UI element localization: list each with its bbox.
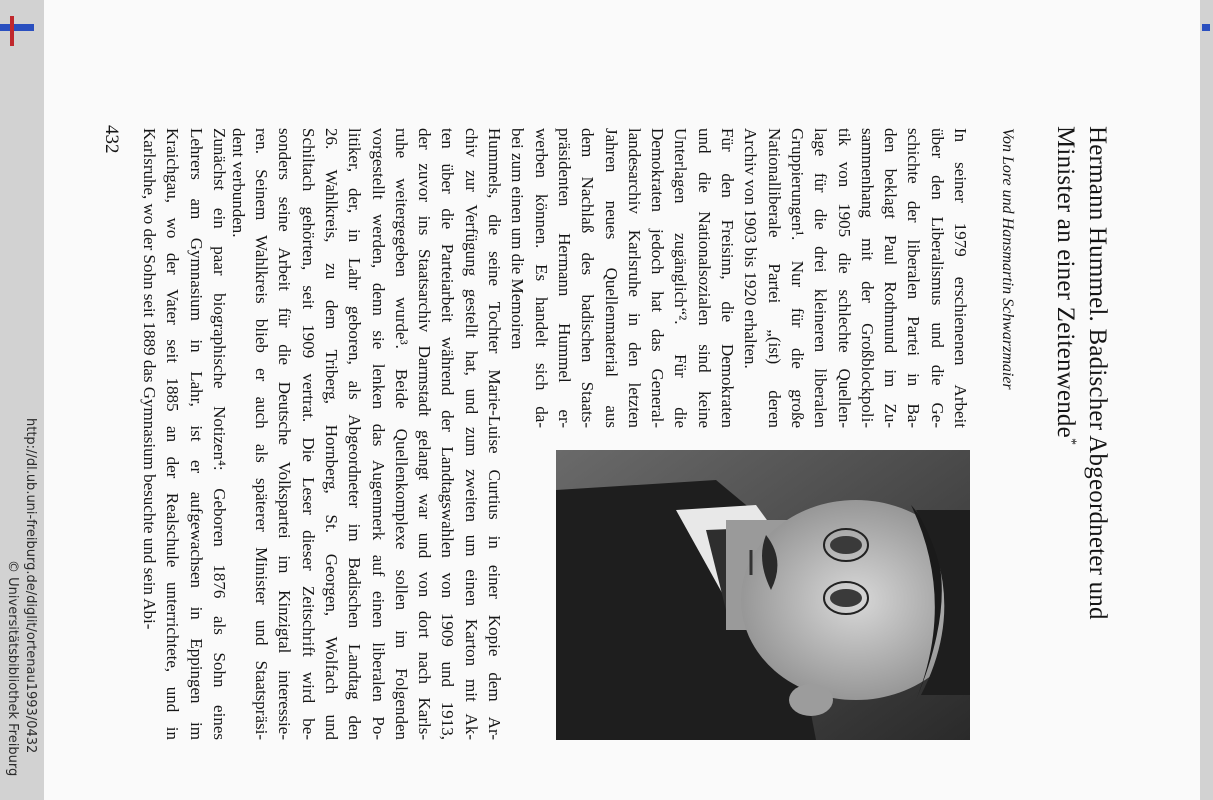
text-line: sonders seine Arbeit für die Deutsche Volkspartei im Kinzigtal interessie- bbox=[275, 128, 295, 740]
text-line: Hummels, die seine Tochter Marie-Luise Curtius in einer Kopie dem Ar- bbox=[485, 128, 504, 740]
text-line: Schiltach gehörten, seit 1909 vertrat. Die Leser dieser Zeitschrift wird be- bbox=[298, 128, 318, 740]
text-line: Kraichgau, wo der Vater seit 1885 an der Realschule unterrichtete, und in bbox=[163, 128, 183, 740]
text-line: präsidenten Hermann Hummel er- bbox=[554, 128, 574, 428]
text-line: Nationalliberale Partei „(ist) deren bbox=[764, 128, 784, 428]
text-line: sammenhang mit der Großblockpoli- bbox=[857, 128, 877, 428]
text-line: dent verbunden. bbox=[228, 128, 248, 238]
text-line: litiker, der, in Lahr geboren, als Abgeordneter im Badischen Landtag den bbox=[345, 128, 365, 740]
text-line: landesarchiv Karlsruhe in den letzten bbox=[624, 128, 644, 428]
article-title-text: Minister an einer Zeitenwende bbox=[1052, 126, 1079, 438]
text-line: den beklagt Paul Rothmund im Zu- bbox=[881, 128, 901, 428]
footer-url-link[interactable]: http://dl.ub.uni-freiburg.de/diglit/ortenau1993/0432 bbox=[23, 418, 38, 754]
text-line: ten über die Parteiarbeit während der Landtagswahlen von 1909 und 1913, bbox=[438, 128, 458, 740]
text-line: ruhe weitergegeben wurde³. Beide Quellenkomplexe sollen im Folgenden bbox=[391, 128, 411, 740]
text-line: dem Nachlaß des badischen Staats- bbox=[578, 128, 598, 428]
text-line: Gruppierungen¹. Nur für die große bbox=[787, 128, 807, 428]
text-line: Demokraten jedoch hat das General- bbox=[648, 128, 668, 428]
text-line: schichte der liberalen Partei in Ba- bbox=[904, 128, 924, 428]
text-line: lage für die drei kleineren liberalen bbox=[811, 128, 831, 428]
scan-right-margin bbox=[1200, 0, 1213, 800]
text-line: Zunächst ein paar biographische Notizen⁴: Geboren 1876 als Sohn eines bbox=[210, 128, 229, 740]
page-number: 432 bbox=[101, 125, 122, 154]
text-line: und die Nationalsozialen sind keine bbox=[694, 128, 714, 428]
text-line: tik von 1905 die schlechte Quellen- bbox=[834, 128, 854, 428]
text-line: Unterlagen zugänglich“². Für die bbox=[671, 128, 691, 428]
author-line: Von Lore und Hansmartin Schwarzmaier bbox=[999, 128, 1016, 390]
text-line: 26. Wahlkreis, zu dem Triberg, Hornberg, St. Georgen, Wolfach und bbox=[321, 128, 341, 740]
text-line: Karlsruhe, wo der Sohn seit 1889 das Gymnasium besuchte und sein Abi- bbox=[140, 128, 160, 630]
article-title-line-1: Hermann Hummel. Badischer Abgeordneter und bbox=[1084, 126, 1111, 620]
portrait-image bbox=[556, 450, 970, 740]
text-line: Lehrers am Gymnasium in Lahr, ist er aufgewachsen in Eppingen im bbox=[186, 128, 206, 740]
color-marker-blue bbox=[0, 24, 34, 31]
color-marker-blue-right bbox=[1202, 24, 1210, 31]
text-line: Für den Freisinn, die Demokraten bbox=[718, 128, 737, 428]
text-line: über den Liberalismus und die Ge- bbox=[927, 128, 947, 428]
text-line: vorgestellt werden, denn sie lenken das Augenmerk auf einen liberalen Po- bbox=[368, 128, 388, 740]
article-title-line-2 bbox=[1051, 126, 1079, 445]
title-footnote-mark: * bbox=[1063, 437, 1079, 446]
text-line: Jahren neues Quellenmaterial aus bbox=[601, 128, 621, 428]
text-line: bei zum einen um die Memoiren bbox=[508, 128, 528, 350]
portrait-photo bbox=[556, 450, 970, 740]
text-line: ren. Seinem Wahlkreis blieb er auch als späterer Minister und Staatspräsi- bbox=[252, 128, 271, 740]
text-line: werben können. Es handelt sich da- bbox=[531, 128, 551, 428]
text-line: der zuvor ins Staatsarchiv Darmstadt gelangt war und von dort nach Karls- bbox=[415, 128, 435, 740]
text-line: Archiv von 1903 bis 1920 erhalten. bbox=[741, 128, 761, 369]
footer-copyright: © Universitätsbibliothek Freiburg bbox=[5, 560, 20, 777]
text-line: In seiner 1979 erschienenen Arbeit bbox=[951, 128, 970, 428]
color-marker-red bbox=[10, 16, 14, 46]
text-line: chiv zur Verfügung gestellt hat, und zum zweiten um einen Karton mit Ak- bbox=[461, 128, 481, 740]
